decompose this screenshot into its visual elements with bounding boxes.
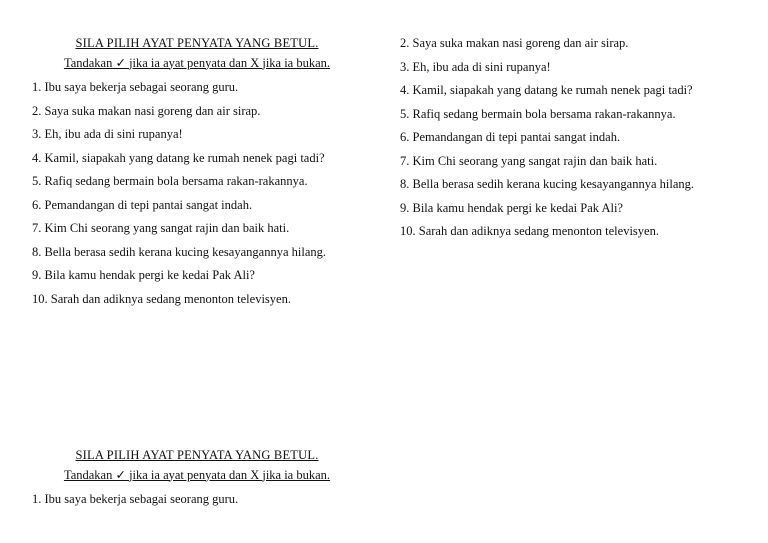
list-item: 4. Kamil, siapakah yang datang ke rumah nenek pagi tadi? bbox=[32, 150, 325, 165]
list-item: 3. Eh, ibu ada di sini rupanya! bbox=[400, 59, 551, 74]
worksheet-title: SILA PILIH AYAT PENYATA YANG BETUL. bbox=[75, 448, 319, 462]
worksheet-left-bottom bbox=[32, 447, 362, 515]
list-item: 6. Pemandangan di tepi pantai sangat indah. bbox=[400, 130, 621, 144]
list-item: 10. Sarah dan adiknya sedang menonton televisyen. bbox=[32, 291, 291, 306]
list-item: 7. Kim Chi seorang yang sangat rajin dan baik hati. bbox=[32, 221, 290, 235]
worksheet-instruction: Tandakan ✓ jika ia ayat penyata dan X jika ia bukan. bbox=[63, 55, 331, 70]
list-item: 4. Kamil, siapakah yang datang ke rumah nenek pagi tadi? bbox=[400, 83, 693, 97]
list-item: 7. Kim Chi seorang yang sangat rajin dan baik hati. bbox=[400, 153, 658, 168]
list-item: 2. Saya suka makan nasi goreng dan air sirap. bbox=[400, 36, 629, 50]
list-item: 8. Bella berasa sedih kerana kucing kesayangannya hilang. bbox=[32, 244, 326, 259]
list-item: 9. Bila kamu hendak pergi ke kedai Pak Ali? bbox=[400, 200, 623, 215]
worksheet-left-top bbox=[32, 35, 362, 314]
list-item: 5. Rafiq sedang bermain bola bersama rakan-rakannya. bbox=[32, 174, 308, 188]
list-item: 8. Bella berasa sedih kerana kucing kesayangannya hilang. bbox=[400, 177, 694, 191]
list-item: 3. Eh, ibu ada di sini rupanya! bbox=[32, 127, 183, 141]
list-item: 6. Pemandangan di tepi pantai sangat indah. bbox=[32, 197, 253, 212]
list-item: 5. Rafiq sedang bermain bola bersama rakan-rakannya. bbox=[400, 106, 676, 121]
question-list bbox=[32, 491, 362, 508]
list-item: 10. Sarah dan adiknya sedang menonton televisyen. bbox=[400, 224, 659, 238]
question-list bbox=[32, 79, 362, 307]
question-list bbox=[400, 35, 740, 240]
list-item: 1. Ibu saya bekerja sebagai seorang guru. bbox=[32, 80, 239, 94]
list-item: 9. Bila kamu hendak pergi ke kedai Pak Ali? bbox=[32, 268, 255, 282]
worksheet-instruction: Tandakan ✓ jika ia ayat penyata dan X jika ia bukan. bbox=[63, 467, 331, 482]
list-item: 1. Ibu saya bekerja sebagai seorang guru. bbox=[32, 492, 239, 506]
worksheet-right bbox=[400, 35, 740, 247]
worksheet-title: SILA PILIH AYAT PENYATA YANG BETUL. bbox=[75, 36, 319, 50]
list-item: 2. Saya suka makan nasi goreng dan air sirap. bbox=[32, 103, 261, 118]
